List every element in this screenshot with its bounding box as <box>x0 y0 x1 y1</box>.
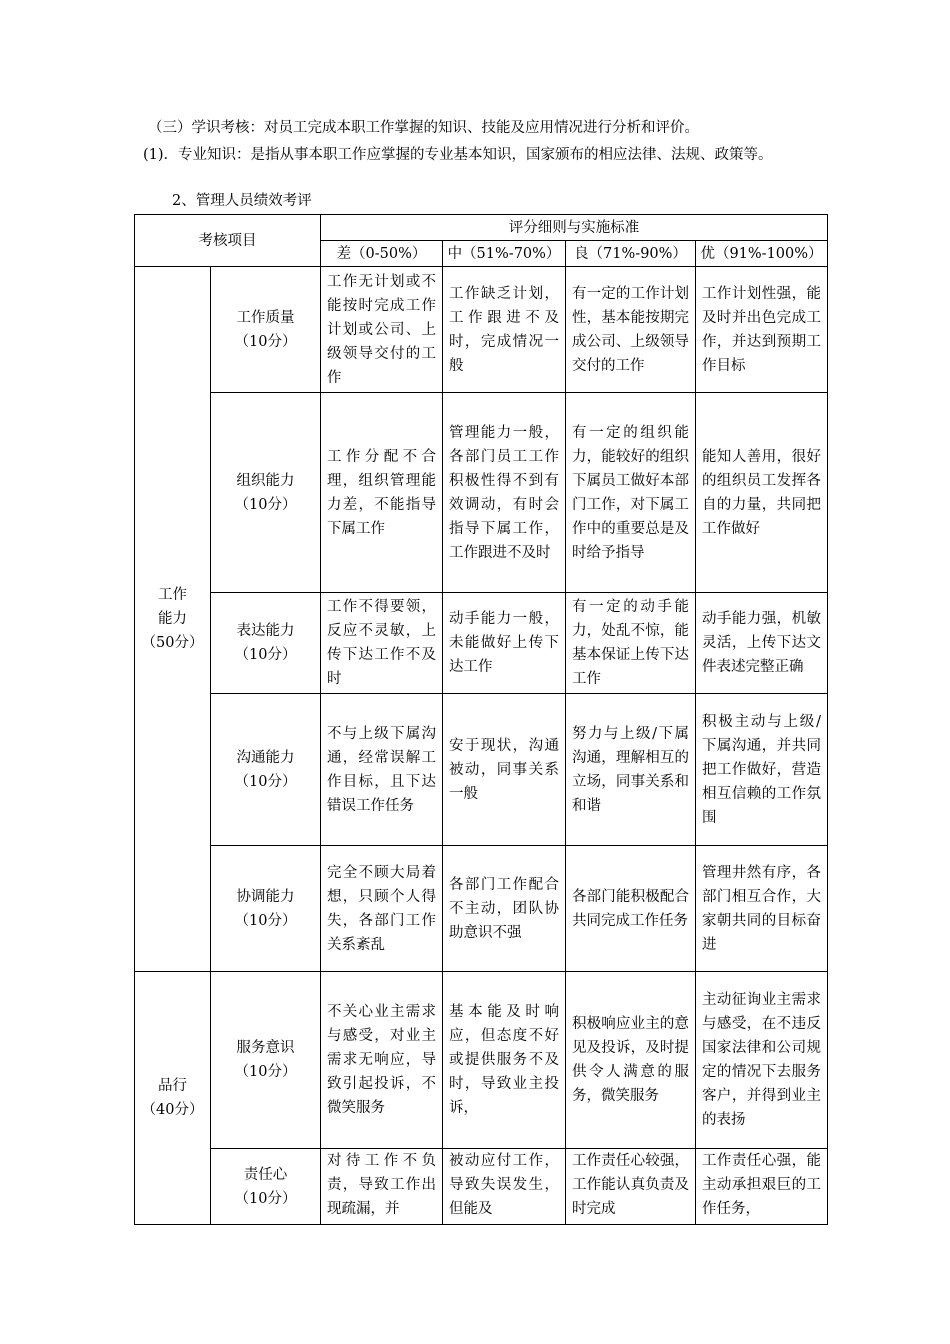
cell-poor: 对待工作不负责，导致工作出现疏漏，并 <box>321 1149 443 1225</box>
paragraph-professional-knowledge: (1)．专业知识：是指从事本职工作应掌握的专业基本知识，国家颁布的相应法律、法规、政策等。 <box>143 147 773 163</box>
cell-excellent: 能知人善用，很好的组织员工发挥各自的力量，共同把工作做好 <box>696 393 828 593</box>
cell-fair: 动手能力一般，未能做好上传下达工作 <box>443 593 566 694</box>
cell-good: 工作责任心较强，工作能认真负责及时完成 <box>566 1149 696 1225</box>
row-item <box>211 694 321 846</box>
item-name: 责任心 <box>243 1166 288 1183</box>
table-row <box>135 267 828 393</box>
group-conduct <box>135 972 211 1225</box>
item-name: 沟通能力 <box>236 749 295 766</box>
table-row <box>135 593 828 694</box>
cell-good: 努力与上级/下属沟通，理解相互的立场，同事关系和和谐 <box>566 694 696 846</box>
row-item <box>211 593 321 694</box>
cell-fair: 各部门工作配合不主动，团队协助意识不强 <box>443 846 566 972</box>
cell-fair: 被动应付工作，导致失误发生，但能及 <box>443 1149 566 1225</box>
item-name: 表达能力 <box>236 623 295 639</box>
cell-poor: 完全不顾大局着想，只顾个人得失，各部门工作关系紊乱 <box>321 846 443 972</box>
group-name: 品行 <box>158 1078 187 1094</box>
row-item <box>211 393 321 593</box>
cell-poor: 工作分配不合理，组织管理能力差，不能指导下属工作 <box>321 393 443 593</box>
item-name: 服务意识 <box>236 1040 295 1056</box>
cell-fair: 安于现状，沟通被动，同事关系一般 <box>443 694 566 846</box>
table-row <box>135 846 828 972</box>
cell-fair: 管理能力一般，各部门员工工作积极性得不到有效调动，有时会指导下属工作，工作跟进不及时 <box>443 393 566 593</box>
cell-good: 有一定的工作计划性，基本能按期完成公司、上级领导交付的工作 <box>566 267 696 393</box>
group-score: （50分） <box>141 635 204 651</box>
item-score: （10分） <box>234 1064 297 1080</box>
section-heading-knowledge: （三）学识考核：对员工完成本职工作掌握的知识、技能及应用情况进行分析和评价。 <box>148 120 699 136</box>
header-level-good: 良（71%-90%） <box>566 241 696 267</box>
header-level-poor: 差（0-50%） <box>321 241 443 267</box>
section-heading-manager-evaluation: 2、管理人员绩效考评 <box>172 193 312 209</box>
cell-poor: 工作不得要领，反应不灵敏，上传下达工作不及时 <box>321 593 443 694</box>
cell-excellent: 主动征询业主需求与感受，在不违反国家法律和公司规定的情况下去服务客户，并得到业主的表扬 <box>696 972 828 1149</box>
item-score: （10分） <box>234 496 297 513</box>
group-score: （40分） <box>141 1102 204 1118</box>
cell-excellent: 积极主动与上级/下属沟通，并共同把工作做好，营造相互信赖的工作氛围 <box>696 694 828 846</box>
cell-excellent: 工作责任心强，能主动承担艰巨的工作任务， <box>696 1149 828 1225</box>
cell-fair: 基本能及时响应，但态度不好或提供服务不及时，导致业主投诉， <box>443 972 566 1149</box>
cell-excellent: 管理井然有序，各部门相互合作，大家朝共同的目标奋进 <box>696 846 828 972</box>
table-row <box>135 393 828 593</box>
cell-poor: 不与上级下属沟通，经常误解工作目标，且下达错误工作任务 <box>321 694 443 846</box>
cell-good: 有一定的动手能力，处乱不惊，能基本保证上传下达工作 <box>566 593 696 694</box>
item-name: 协调能力 <box>236 888 295 905</box>
cell-excellent: 动手能力强，机敏灵活，上传下达文件表述完整正确 <box>696 593 828 694</box>
header-item: 考核项目 <box>135 215 321 267</box>
table-row <box>135 694 828 846</box>
table-row <box>135 1149 828 1225</box>
row-item <box>211 972 321 1149</box>
cell-excellent: 工作计划性强，能及时并出色完成工作，并达到预期工作目标 <box>696 267 828 393</box>
item-score: （10分） <box>234 773 297 790</box>
cell-fair: 工作缺乏计划，工作跟进不及时，完成情况一般 <box>443 267 566 393</box>
cell-good: 有一定的组织能力，能较好的组织下属员工做好本部门工作，对下属工作中的重要总是及时给予指导 <box>566 393 696 593</box>
row-item <box>211 846 321 972</box>
cell-poor: 工作无计划或不能按时完成工作计划或公司、上级领导交付的工作 <box>321 267 443 393</box>
cell-good: 积极响应业主的意见及投诉，及时提供令人满意的服务，微笑服务 <box>566 972 696 1149</box>
table-row <box>135 972 828 1149</box>
row-item <box>211 1149 321 1225</box>
header-level-excellent: 优（91%-100%） <box>696 241 828 267</box>
cell-good: 各部门能积极配合共同完成工作任务 <box>566 846 696 972</box>
row-item <box>211 267 321 393</box>
cell-poor: 不关心业主需求与感受，对业主需求无响应，导致引起投诉，不微笑服务 <box>321 972 443 1149</box>
item-name: 组织能力 <box>236 472 295 489</box>
item-score: （10分） <box>234 333 297 350</box>
group-work-ability <box>135 267 211 972</box>
evaluation-table <box>134 214 828 1225</box>
item-name: 工作质量 <box>236 309 295 326</box>
group-name: 工作能力 <box>157 587 187 627</box>
item-score: （10分） <box>234 912 297 929</box>
item-score: （10分） <box>234 647 297 663</box>
header-criteria: 评分细则与实施标准 <box>321 215 828 241</box>
header-level-fair: 中（51%-70%） <box>443 241 566 267</box>
item-score: （10分） <box>234 1190 297 1207</box>
